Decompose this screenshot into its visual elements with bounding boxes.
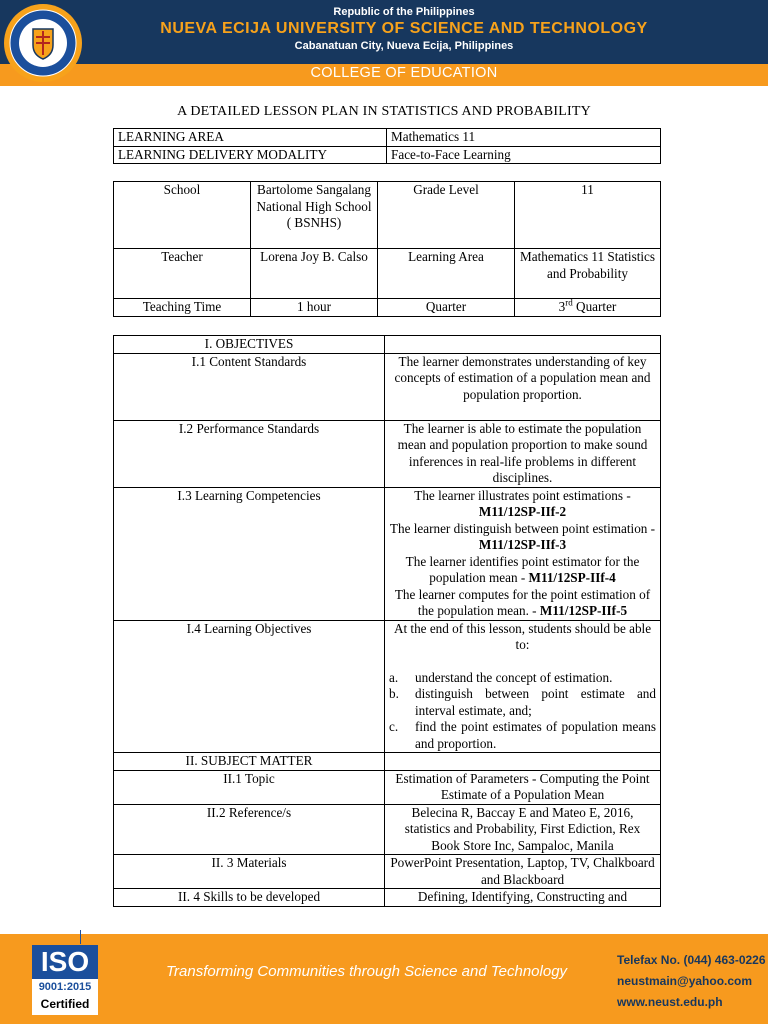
lesson-plan-table bbox=[113, 335, 661, 907]
iso-logo-text: ISO bbox=[32, 945, 98, 979]
table-cell: Bartolome Sangalang National High School ( BSNHS) bbox=[251, 182, 378, 249]
list-item bbox=[389, 670, 656, 687]
website: www.neust.edu.ph bbox=[617, 995, 723, 1009]
objectives-intro: At the end of this lesson, students should be able to: bbox=[393, 620, 652, 652]
table-row bbox=[114, 129, 661, 147]
table-cell: LEARNING AREA bbox=[114, 129, 387, 147]
table-cell: Lorena Joy B. Calso bbox=[251, 249, 378, 299]
table-row bbox=[114, 753, 661, 771]
learning-area-table bbox=[113, 128, 661, 164]
competency-text: The learner identifies point estimator for the population mean - bbox=[405, 553, 640, 585]
table-row bbox=[114, 353, 661, 420]
table-row bbox=[114, 770, 661, 804]
telefax: Telefax No. (044) 463-0226 bbox=[617, 953, 766, 967]
competencies-cell bbox=[385, 487, 661, 620]
quarter-word: Quarter bbox=[572, 299, 617, 314]
table-row bbox=[114, 804, 661, 855]
university-name: NUEVA ECIJA UNIVERSITY OF SCIENCE AND TECHNOLOGY bbox=[160, 20, 648, 37]
table-cell: II. 3 Materials bbox=[114, 855, 385, 889]
iso-certification-badge bbox=[32, 945, 98, 1015]
list-marker: c. bbox=[389, 719, 399, 734]
table-cell: 1 hour bbox=[251, 299, 378, 317]
email-address: neustmain@yahoo.com bbox=[617, 974, 753, 988]
section-heading: II. SUBJECT MATTER bbox=[114, 753, 385, 771]
university-address: Cabanatuan City, Nueva Ecija, Philippines bbox=[294, 40, 514, 52]
iso-certified-label: Certified bbox=[40, 997, 90, 1011]
table-row bbox=[114, 487, 661, 620]
table-cell: PowerPoint Presentation, Laptop, TV, Chalkboard and Blackboard bbox=[385, 855, 661, 889]
quarter-suffix: rd bbox=[565, 297, 573, 308]
table-cell bbox=[515, 299, 661, 317]
competency-text: The learner illustrates point estimations - bbox=[414, 487, 631, 503]
competency-text: The learner distinguish between point estimation - bbox=[389, 520, 656, 536]
table-cell: LEARNING DELIVERY MODALITY bbox=[114, 146, 387, 164]
table-row bbox=[114, 889, 661, 907]
table-cell: I.2 Performance Standards bbox=[114, 420, 385, 487]
table-row bbox=[114, 249, 661, 299]
table-cell: Learning Area bbox=[378, 249, 515, 299]
iso-standard: 9001:2015 bbox=[38, 981, 92, 993]
table-cell: II. 4 Skills to be developed bbox=[114, 889, 385, 907]
table-cell: 11 bbox=[515, 182, 661, 249]
table-cell: Mathematics 11 Statistics and Probability bbox=[515, 249, 661, 299]
table-row bbox=[114, 182, 661, 249]
college-name: COLLEGE OF EDUCATION bbox=[310, 65, 498, 81]
table-cell: I.3 Learning Competencies bbox=[114, 487, 385, 620]
objectives-cell bbox=[385, 620, 661, 753]
list-text: distinguish between point estimate and interval estimate, and; bbox=[415, 686, 656, 718]
list-marker: b. bbox=[389, 686, 399, 701]
table-cell: Belecina R, Baccay E and Mateo E, 2016, statistics and Probability, First Ediction, Rex Book Store Inc, Sampaloc, Manila bbox=[385, 804, 661, 855]
table-cell: I.4 Learning Objectives bbox=[114, 620, 385, 753]
objectives-list bbox=[389, 670, 656, 753]
table-cell: The learner demonstrates understanding of key concepts of estimation of a population mean and population proportion. bbox=[385, 353, 661, 420]
republic-text: Republic of the Philippines bbox=[333, 6, 475, 18]
table-cell: Teacher bbox=[114, 249, 251, 299]
table-row bbox=[114, 299, 661, 317]
footer-contact bbox=[617, 950, 766, 1013]
competency-code: M11/12SP-IIf-3 bbox=[478, 537, 567, 552]
document-title: A DETAILED LESSON PLAN IN STATISTICS AND PROBABILITY bbox=[177, 104, 591, 119]
table-cell: II.2 Reference/s bbox=[114, 804, 385, 855]
table-row bbox=[114, 620, 661, 753]
table-row bbox=[114, 855, 661, 889]
table-cell: II.1 Topic bbox=[114, 770, 385, 804]
competency-code: M11/12SP-IIf-2 bbox=[478, 504, 567, 519]
footer-tagline: Transforming Communities through Science and Technology bbox=[166, 963, 568, 980]
competency-text: The learner computes for the point estimation of the population mean. - bbox=[394, 586, 651, 618]
table-cell: Grade Level bbox=[378, 182, 515, 249]
table-cell: Mathematics 11 bbox=[387, 129, 661, 147]
table-cell bbox=[385, 753, 661, 771]
competency-code: M11/12SP-IIf-5 bbox=[539, 603, 628, 618]
table-cell bbox=[385, 336, 661, 354]
table-cell: Defining, Identifying, Constructing and bbox=[385, 889, 661, 907]
table-cell: Estimation of Parameters - Computing the Point Estimate of a Population Mean bbox=[385, 770, 661, 804]
list-text: understand the concept of estimation. bbox=[415, 669, 613, 685]
table-cell: Teaching Time bbox=[114, 299, 251, 317]
table-cell: I.1 Content Standards bbox=[114, 353, 385, 420]
school-info-table bbox=[113, 181, 661, 317]
competency-code: M11/12SP-IIf-4 bbox=[528, 570, 616, 585]
table-cell: School bbox=[114, 182, 251, 249]
list-text: find the point estimates of population means and proportion. bbox=[415, 719, 656, 751]
quarter-number: 3 bbox=[558, 299, 566, 314]
table-row bbox=[114, 420, 661, 487]
table-row bbox=[114, 146, 661, 164]
list-item bbox=[389, 719, 656, 752]
section-heading: I. OBJECTIVES bbox=[114, 336, 385, 354]
table-cell: The learner is able to estimate the population mean and population proportion to make sound inferences in real-life problems in different disciplines. bbox=[385, 420, 661, 487]
divider bbox=[80, 930, 81, 944]
table-row bbox=[114, 336, 661, 354]
list-marker: a. bbox=[389, 669, 399, 685]
list-item bbox=[389, 686, 656, 719]
table-cell: Quarter bbox=[378, 299, 515, 317]
table-cell: Face-to-Face Learning bbox=[387, 146, 661, 164]
